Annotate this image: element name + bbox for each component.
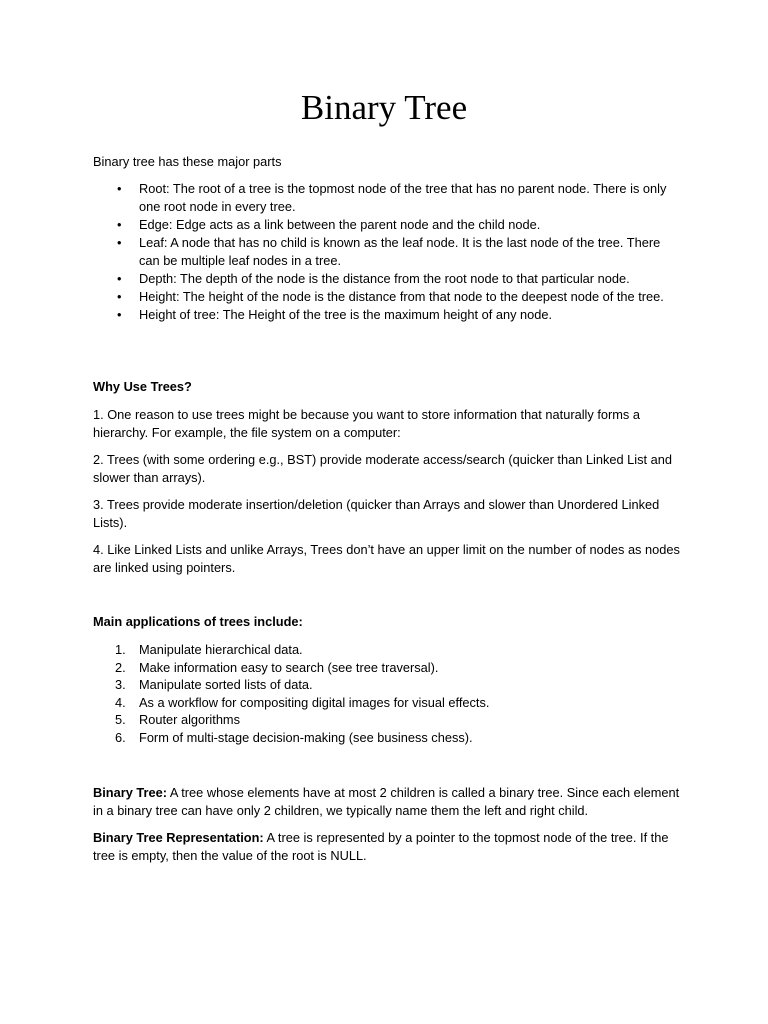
list-item-text: Edge: Edge acts as a link between the parent node and the child node. [139,217,541,232]
list-number: 5. [115,712,126,728]
list-item [93,694,683,712]
why-use-trees-heading: Why Use Trees? [93,379,192,394]
list-item-text: Leaf: A node that has no child is known as the leaf node. It is the last node of the tree. There can be multiple leaf nodes in a tree. [139,235,661,268]
reason-paragraph: 3. Trees provide moderate insertion/deletion (quicker than Arrays and slower than Unordered Linked Lists). [93,497,660,530]
list-item-text: Height: The height of the node is the distance from that node to the deepest node of the tree. [139,289,664,304]
list-item [93,288,683,306]
reason-paragraph: 1. One reason to use trees might be because you want to store information that naturally forms a hierarchy. For example, the file system on a computer: [93,407,641,440]
binary-tree-definition [93,784,683,820]
definitions-section [93,784,683,874]
bullet-icon: • [117,217,122,232]
list-item-text: Manipulate sorted lists of data. [139,677,313,693]
reasons-section [93,406,683,586]
bullet-icon: • [117,235,122,250]
list-item [93,676,683,694]
intro-text: Binary tree has these major parts [93,154,282,169]
list-item-text: Height of tree: The Height of the tree is the maximum height of any node. [139,307,553,322]
list-item-text: Manipulate hierarchical data. [139,642,303,657]
reason-paragraph: 4. Like Linked Lists and unlike Arrays, Trees don’t have an upper limit on the number of nodes as nodes are linked using pointers. [93,542,680,575]
list-number: 2. [115,659,126,675]
list-item [93,729,683,747]
list-item-text: Router algorithms [139,712,240,728]
list-item-text: Root: The root of a tree is the topmost node of the tree that has no parent node. There is only one root node in every tree. [139,181,667,214]
definition-text: A tree whose elements have at most 2 children is called a binary tree. Since each element in a binary tree can have only 2 children, we typically name them the left and right child. [93,785,680,818]
definition-term: Binary Tree: [93,785,167,800]
list-number: 1. [115,642,126,657]
list-item-text: Depth: The depth of the node is the distance from the root node to that particular node. [139,271,630,286]
bullet-icon: • [117,289,122,304]
list-item [93,641,683,659]
definition-term: Binary Tree Representation: [93,830,264,845]
binary-tree-representation-definition [93,829,683,865]
list-item [93,234,683,270]
list-item [93,711,683,729]
list-item [93,270,683,288]
applications-heading: Main applications of trees include: [93,614,303,629]
applications-list [93,641,683,747]
bullet-icon: • [117,307,122,322]
list-item-text: As a workflow for compositing digital images for visual effects. [139,694,490,710]
list-item [93,180,683,216]
definition-text: A tree is represented by a pointer to the topmost node of the tree. If the tree is empty, then the value of the root is NULL. [93,830,669,863]
list-item [93,216,683,234]
document-title: Binary Tree [300,88,468,127]
reason-paragraph: 2. Trees (with some ordering e.g., BST) provide moderate access/search (quicker than Linked List and slower than arrays). [93,452,672,485]
list-item [93,659,683,677]
bullet-icon: • [117,271,122,286]
list-number: 3. [115,677,126,693]
list-number: 6. [115,729,126,745]
list-item [93,306,683,324]
list-item-text: Form of multi-stage decision-making (see business chess). [139,729,473,745]
bullet-icon: • [117,181,122,196]
parts-list [93,180,683,324]
list-number: 4. [115,694,126,710]
list-item-text: Make information easy to search (see tree traversal). [139,659,439,675]
